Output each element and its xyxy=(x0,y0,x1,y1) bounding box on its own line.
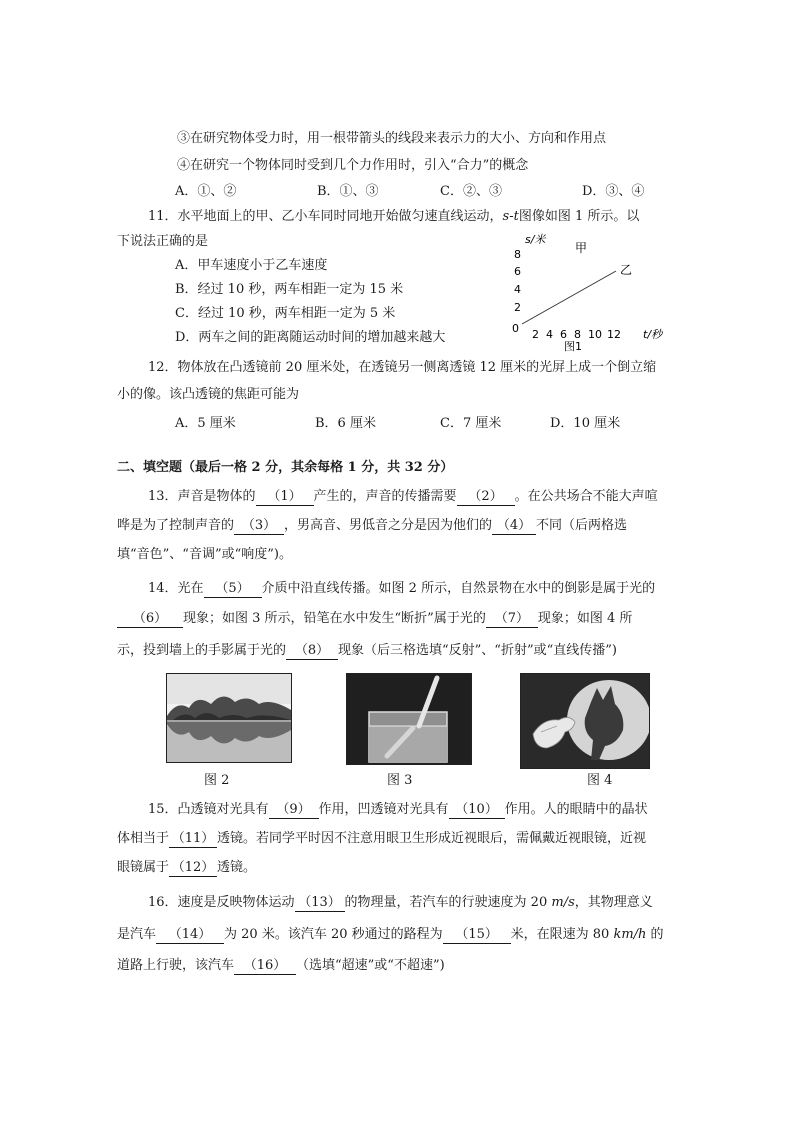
choice-a: A．①、② xyxy=(175,184,237,199)
question-13-line2 xyxy=(117,517,627,535)
blank-8: （8） xyxy=(286,643,338,660)
figure-3-caption: 图 3 xyxy=(387,773,413,788)
q15-text-d: 作用。人的眼睛中的晶状 xyxy=(504,802,648,817)
q15-text-h: 透镜。 xyxy=(217,860,257,875)
q11-option-c: C．经过 10 秒，两车相距一定为 5 米 xyxy=(175,306,396,321)
pencil-in-water-image xyxy=(347,674,471,764)
q16-text-e: 是汽车 xyxy=(117,927,157,942)
q13-text-a: 13．声音是物体的 xyxy=(148,489,256,504)
q16-text-g: 米，在限速为 80 xyxy=(510,927,614,942)
q16-text-j: （选填“超速”或“不超速”) xyxy=(296,958,445,973)
question-16-line2 xyxy=(117,926,664,944)
q11-option-a: A．甲车速度小于乙车速度 xyxy=(175,258,328,273)
q14-text-g: 现象（后三格选填“反射”、“折射”或“直线传播”) xyxy=(338,643,617,658)
question-14-line2 xyxy=(117,610,632,628)
q16-text-d: ，其物理意义 xyxy=(574,895,653,910)
y-tick-6: 6 xyxy=(514,265,521,278)
q12-choice-a: A．5 厘米 xyxy=(175,416,236,431)
x-tick-6: 6 xyxy=(560,328,567,341)
blank-13: （13） xyxy=(295,895,345,912)
x-axis-label: t/秒 xyxy=(643,328,663,341)
choice-c: C．②、③ xyxy=(440,184,502,199)
q16-text-f: 为 20 米。该汽车 20 秒通过的路程为 xyxy=(224,927,443,942)
q12-choice-c: C．7 厘米 xyxy=(440,416,502,431)
q14-text-c: 介质中沿直线传播。如图 2 所示，自然景物在水中的倒影是属于光的 xyxy=(261,581,656,596)
question-14-line1 xyxy=(148,580,655,598)
q14-text-f: 示，投到墙上的手影属于光的 xyxy=(117,643,287,658)
blank-10: （10） xyxy=(449,802,505,819)
q15-text-a: 15．凸透镜对光具有 xyxy=(148,802,269,817)
q11-st-label: s-t xyxy=(502,209,519,224)
label-jia: 甲 xyxy=(575,241,588,255)
q16-unit-ms: m/s xyxy=(551,895,575,910)
q15-text-c: 作用，凹透镜对光具有 xyxy=(318,802,449,817)
blank-7: （7） xyxy=(486,611,538,628)
blank-11: （11） xyxy=(169,831,217,848)
x-tick-10: 10 xyxy=(588,328,602,341)
figure-3-pencil-photo xyxy=(346,673,472,765)
x-tick-2: 2 xyxy=(532,328,539,341)
q16-text-h: 的 xyxy=(646,927,664,942)
q11-option-d: D．两车之间的距离随运动时间的增加越来越大 xyxy=(175,330,446,345)
q13-text-g: 不同（后两格选 xyxy=(536,518,628,533)
figure-1-caption: 图1 xyxy=(564,340,582,353)
q11-option-b: B．经过 10 秒，两车相距一定为 15 米 xyxy=(175,282,404,297)
reflection-image xyxy=(167,674,291,762)
q13-text-e: 哗是为了控制声音的 xyxy=(117,518,235,533)
y-tick-2: 2 xyxy=(514,301,521,314)
blank-12: （12） xyxy=(169,860,217,877)
blank-15: （15） xyxy=(443,927,511,944)
question-11-stem-line2: 下说法正确的是 xyxy=(117,234,209,249)
q15-text-e: 体相当于 xyxy=(117,831,170,846)
question-13-line3: 填“音色”、“音调”或“响度”)。 xyxy=(117,547,292,562)
figure-2-caption: 图 2 xyxy=(204,773,230,788)
x-tick-8: 8 xyxy=(574,328,581,341)
blank-16: （16） xyxy=(234,958,296,975)
question-12-stem: 12．物体放在凸透镜前 20 厘米处，在透镜另一侧离透镜 12 厘米的光屏上成一个倒立缩 xyxy=(148,360,657,375)
hand-shadow-image xyxy=(521,674,649,768)
question-15-line3 xyxy=(117,859,256,877)
blank-6: （6） xyxy=(117,611,183,628)
question-11-stem xyxy=(148,208,639,226)
q12-choice-d: D．10 厘米 xyxy=(550,416,621,431)
blank-1: （1） xyxy=(256,489,314,506)
q13-text-f: ，男高音、男低音之分是因为他们的 xyxy=(284,518,493,533)
origin-label: 0 xyxy=(512,322,519,335)
q13-text-c: 产生的，声音的传播需要 xyxy=(313,489,457,504)
blank-3: （3） xyxy=(234,518,284,535)
q16-text-c: 的物理量，若汽车的行驶速度为 20 xyxy=(344,895,552,910)
figure-4-caption: 图 4 xyxy=(587,773,613,788)
q14-text-d: 现象；如图 3 所示，铅笔在水中发生“断折”属于光的 xyxy=(183,611,486,626)
q13-text-d: 。在公共场合不能大声喧 xyxy=(514,489,658,504)
y-axis-label: s/米 xyxy=(525,233,546,246)
y-tick-4: 4 xyxy=(514,283,521,296)
blank-9: （9） xyxy=(269,802,319,819)
q11-text-a: 11．水平地面上的甲、乙小车同时同地开始做匀速直线运动， xyxy=(148,209,503,224)
q12-choice-b: B．6 厘米 xyxy=(315,416,376,431)
figure-2-reflection-photo xyxy=(166,673,292,763)
q11-text-b: 图像如图 1 所示。以 xyxy=(518,209,640,224)
choice-b: B．①、③ xyxy=(317,184,379,199)
section-2-heading: 二、填空题（最后一格 2 分，其余每格 1 分，共 32 分） xyxy=(117,460,454,475)
q16-unit-kmh: km/h xyxy=(613,927,647,942)
label-yi: 乙 xyxy=(620,263,633,277)
figure-1-st-graph xyxy=(500,225,670,355)
question-13-line1 xyxy=(148,488,658,506)
question-15-line1 xyxy=(148,801,648,819)
q14-text-e: 现象；如图 4 所 xyxy=(537,611,633,626)
choice-d: D．③、④ xyxy=(582,184,645,199)
option-item-3: ③在研究物体受力时，用一根带箭头的线段来表示力的大小、方向和作用点 xyxy=(177,131,607,146)
q15-text-f: 透镜。若同学平时因不注意用眼卫生形成近视眼后，需佩戴近视眼镜，近视 xyxy=(217,831,647,846)
question-12-stem-line2: 小的像。该凸透镜的焦距可能为 xyxy=(117,387,300,402)
y-tick-8: 8 xyxy=(514,248,521,261)
q16-text-i: 道路上行驶，该汽车 xyxy=(117,958,235,973)
question-16-line3 xyxy=(117,957,445,975)
line-yi xyxy=(522,271,616,324)
blank-4: （4） xyxy=(492,518,536,535)
q16-text-a: 16．速度是反映物体运动 xyxy=(148,895,295,910)
blank-5: （5） xyxy=(204,581,262,598)
option-item-4: ④在研究一个物体同时受到几个力作用时，引入“合力”的概念 xyxy=(177,158,529,173)
question-15-line2 xyxy=(117,830,646,848)
blank-14: （14） xyxy=(156,927,224,944)
q14-text-a: 14．光在 xyxy=(148,581,204,596)
q15-text-g: 眼镜属于 xyxy=(117,860,170,875)
question-16-line1 xyxy=(148,894,653,912)
x-tick-12: 12 xyxy=(607,328,621,341)
question-14-line3 xyxy=(117,642,617,660)
blank-2: （2） xyxy=(457,489,515,506)
x-tick-4: 4 xyxy=(546,328,553,341)
figure-4-hand-shadow-photo xyxy=(520,673,650,769)
